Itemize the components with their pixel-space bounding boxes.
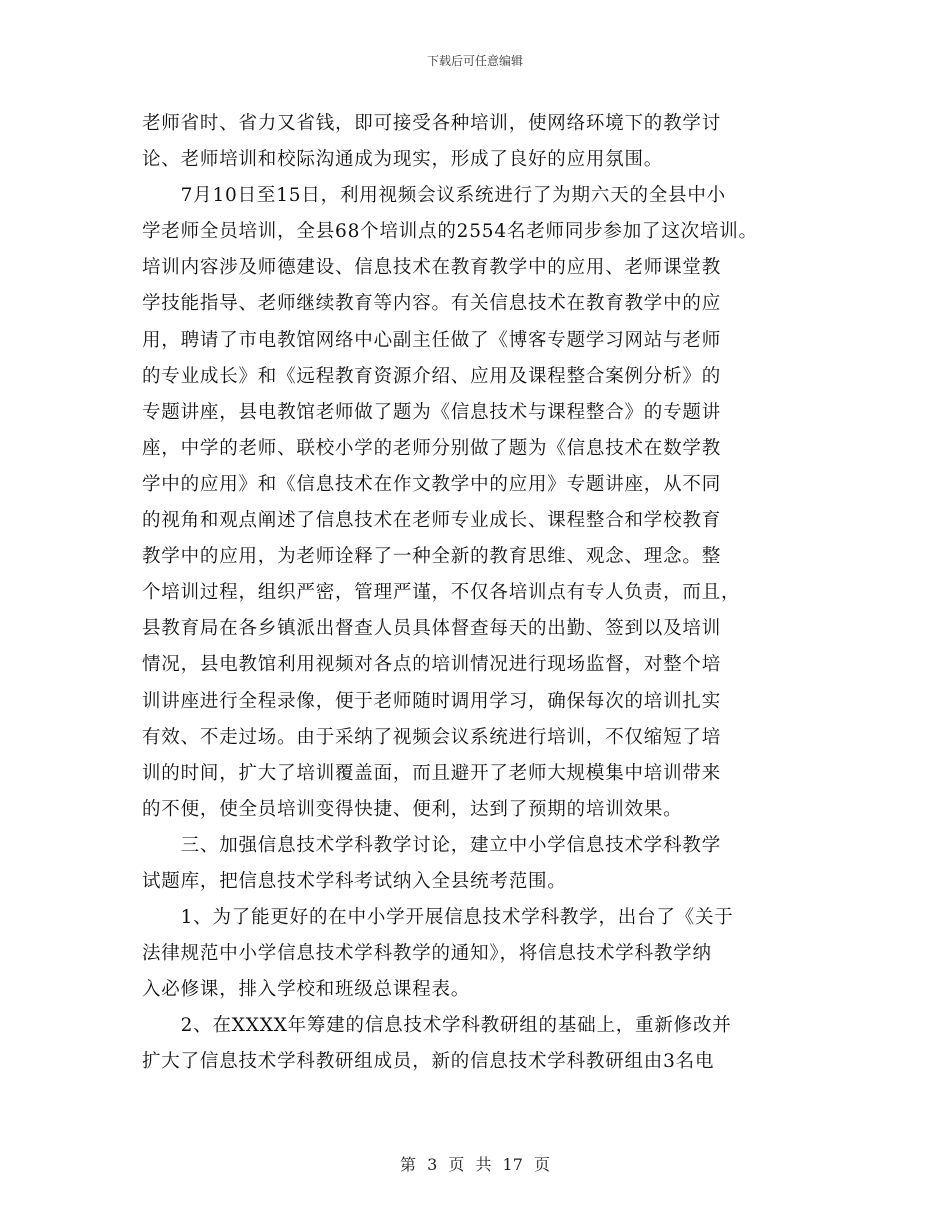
text-line: 的专业成长》和《远程教育资源介绍、应用及课程整合案例分析》的: [142, 365, 722, 387]
text-line: 老师省时、省力又省钱，即可接受各种培训，使网络环境下的教学讨: [142, 113, 722, 134]
page-footer: 第 3 页 共 17 页: [400, 1155, 550, 1174]
text-line: 三、加强信息技术学科教学讨论，建立中小学信息技术学科教学: [142, 834, 722, 856]
text-line: 个培训过程，组织严密，管理严谨，不仅各培训点有专人负责，而且，: [142, 582, 741, 604]
text-line: 教学中的应用，为老师诠释了一种全新的教育思维、观念、理念。整: [142, 546, 722, 568]
text-line: 学中的应用》和《信息技术在作文教学中的应用》专题讲座，从不同: [142, 473, 722, 495]
text-line: 1、为了能更好的在中小学开展信息技术学科教学，出台了《关于: [142, 907, 734, 929]
text-line: 的不便，使全员培训变得快捷、便利，达到了预期的培训效果。: [142, 798, 683, 820]
text-line: 学老师全员培训，全县68个培训点的2554名老师同步参加了这次培训。: [142, 221, 758, 243]
text-line: 县教育局在各乡镇派出督查人员具体督查每天的出勤、签到以及培训: [142, 618, 722, 640]
text-line: 7月10日至15日，利用视频会议系统进行了为期六天的全县中小: [142, 185, 726, 207]
text-line: 试题库，把信息技术学科考试纳入全县统考范围。: [142, 870, 567, 892]
text-line: 训的时间，扩大了培训覆盖面，而且避开了老师大规模集中培训带来: [142, 762, 722, 784]
text-line: 的视角和观点阐述了信息技术在老师专业成长、课程整合和学校教育: [142, 510, 722, 532]
text-line: 入必修课，排入学校和班级总课程表。: [142, 979, 471, 1001]
text-line: 培训内容涉及师德建设、信息技术在教育教学中的应用、老师课堂教: [142, 257, 722, 279]
text-line: 座，中学的老师、联校小学的老师分别做了题为《信息技术在数学教: [142, 437, 722, 459]
text-line: 2、在XXXX年筹建的信息技术学科教研组的基础上，重新修改并: [142, 1015, 732, 1037]
document-body: [142, 106, 822, 1081]
page-header: 下载后可任意编辑: [426, 54, 523, 68]
text-line: 训讲座进行全程录像，便于老师随时调用学习，确保每次的培训扎实: [142, 690, 722, 712]
text-line: 论、老师培训和校际沟通成为现实，形成了良好的应用氛围。: [142, 149, 664, 171]
text-line: 专题讲座，县电教馆老师做了题为《信息技术与课程整合》的专题讲: [142, 401, 722, 423]
text-line: 有效、不走过场。由于采纳了视频会议系统进行培训，不仅缩短了培: [142, 726, 722, 748]
text-line: 学技能指导、老师继续教育等内容。有关信息技术在教育教学中的应: [142, 293, 722, 315]
text-line: 用，聘请了市电教馆网络中心副主任做了《博客专题学习网站与老师: [142, 329, 722, 351]
text-line: 扩大了信息技术学科教研组成员，新的信息技术学科教研组由3名电: [142, 1051, 715, 1073]
text-line: 法律规范中小学信息技术学科教学的通知》，将信息技术学科教学纳: [142, 943, 712, 965]
text-line: 情况，县电教馆利用视频对各点的培训情况进行现场监督，对整个培: [142, 654, 722, 676]
